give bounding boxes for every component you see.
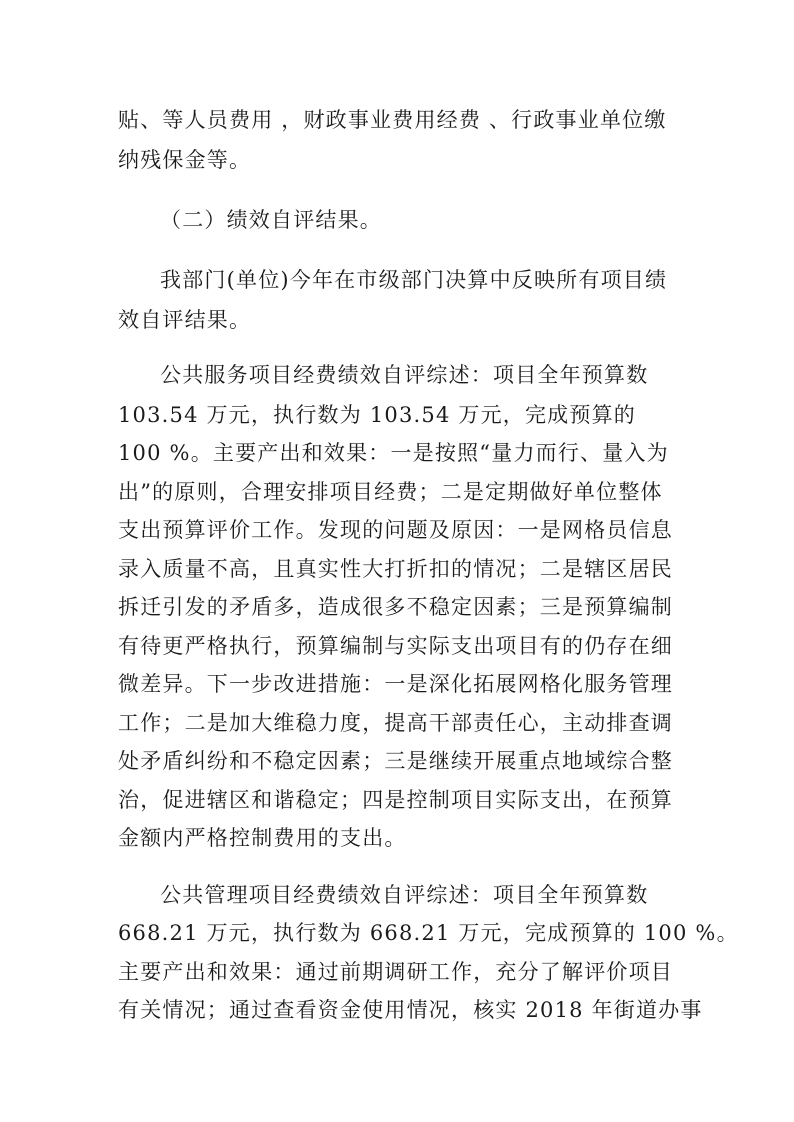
text-line: 支出预算评价工作。发现的问题及原因：一是网格员信息 xyxy=(118,518,673,542)
text-line: 有待更严格执行，预算编制与实际支出项目有的仍存在细 xyxy=(118,634,673,658)
text-line: 100 %。主要产出和效果：一是按照“量力而行、量入为 xyxy=(118,441,669,465)
section-heading: （二）绩效自评结果。 xyxy=(160,208,382,232)
text-line: 我部门(单位)今年在市级部门决算中反映所有项目绩 xyxy=(160,268,668,292)
text-line: 纳残保金等。 xyxy=(118,148,252,172)
text-line: 工作；二是加大维稳力度，提高干部责任心，主动排查调 xyxy=(118,711,673,735)
text-line: 主要产出和效果：通过前期调研工作，充分了解评价项目 xyxy=(118,960,673,984)
text-line: 出”的原则，合理安排项目经费；二是定期做好单位整体 xyxy=(118,480,663,504)
text-line: 微差异。下一步改进措施：一是深化拓展网格化服务管理 xyxy=(118,672,673,696)
text-line: 公共服务项目经费绩效自评综述：项目全年预算数 xyxy=(160,363,649,387)
text-line: 拆迁引发的矛盾多，造成很多不稳定因素；三是预算编制 xyxy=(118,595,673,619)
text-line: 效自评结果。 xyxy=(118,308,252,332)
text-line: 金额内严格控制费用的支出。 xyxy=(118,826,407,850)
text-line: 668.21 万元，执行数为 668.21 万元，完成预算的 100 %。 xyxy=(118,921,739,945)
text-line: 贴、等人员费用 ，财政事业费用经费 、行政事业单位缴 xyxy=(118,108,667,132)
text-line: 公共管理项目经费绩效自评综述：项目全年预算数 xyxy=(160,883,649,907)
text-line: 录入质量不高，且真实性大打折扣的情况；二是辖区居民 xyxy=(118,557,673,581)
text-line: 103.54 万元，执行数为 103.54 万元，完成预算的 xyxy=(118,403,636,427)
text-line: 治，促进辖区和谐稳定；四是控制项目实际支出，在预算 xyxy=(118,788,673,812)
text-line: 处矛盾纠纷和不稳定因素；三是继续开展重点地域综合整 xyxy=(118,749,673,773)
text-line: 有关情况；通过查看资金使用情况，核实 2018 年街道办事 xyxy=(118,998,703,1022)
